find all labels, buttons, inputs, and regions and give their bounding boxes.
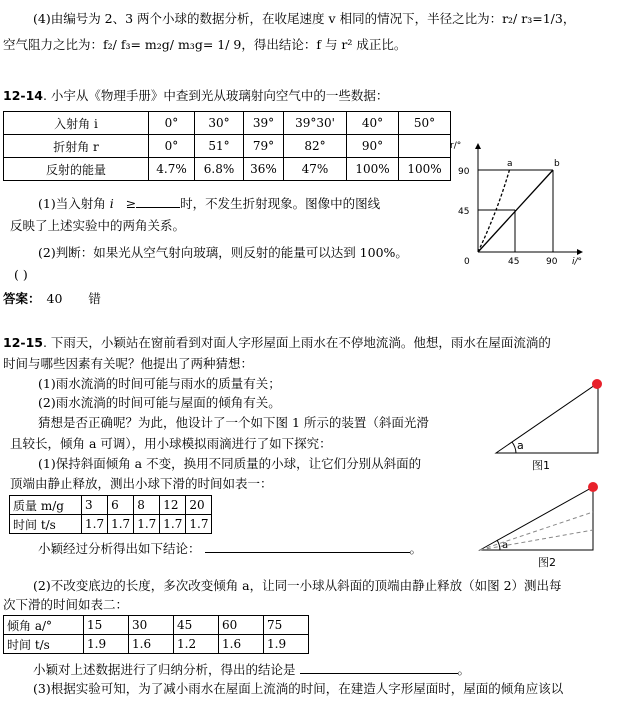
data-table-2: [3, 615, 309, 654]
table-cell: 1.6: [129, 635, 174, 654]
answer-blank[interactable]: [300, 660, 458, 674]
paragraph-line: 猜想是否正确呢？为此，他设计了一个如下图 1 所示的装置（斜面光滑: [38, 415, 429, 430]
table-cell: 47%: [284, 158, 347, 181]
table-cell: 1.7: [82, 515, 108, 534]
table-cell: 折射角 r: [4, 135, 149, 158]
question-text: . 小宇从《物理手册》中查到光从玻璃射向空气中的一些数据：: [42, 88, 389, 103]
x-axis-label: i/°: [572, 257, 583, 267]
y-axis-label: r/°: [450, 141, 462, 151]
table-cell: 0°: [149, 135, 195, 158]
table-cell: 45: [174, 616, 219, 635]
paragraph-line: 空气阻力之比为：f₂/ f₃= m₂g/ m₃g= 1/ 9，得出结论：f 与 r² 成正比。: [3, 37, 407, 52]
table-cell: 1.2: [174, 635, 219, 654]
table-cell: 1.7: [108, 515, 134, 534]
table-row: [4, 635, 309, 654]
angle-label: a: [517, 439, 524, 452]
table-row: [10, 515, 212, 534]
angle-label: a: [502, 540, 509, 551]
paragraph-line: 时间与哪些因素有关呢？他提出了两种猜想：: [3, 356, 254, 371]
table-cell: 8: [134, 496, 160, 515]
table-cell: 50°: [399, 112, 451, 135]
table-cell: 75: [264, 616, 309, 635]
figure-2-incline: [475, 478, 615, 573]
table-cell: 36%: [244, 158, 284, 181]
data-table-1: [9, 495, 212, 534]
table-cell: 3: [82, 496, 108, 515]
table-cell: 1.6: [219, 635, 264, 654]
refraction-graph: [450, 140, 590, 275]
answer-blank[interactable]: [205, 539, 410, 553]
tick-label: 90: [458, 167, 470, 177]
table-cell: 时间 t/s: [10, 515, 82, 534]
table-cell: 79°: [244, 135, 284, 158]
paragraph-line: 顶端由静止释放，测出小球下滑的时间如表一：: [10, 476, 273, 491]
paragraph-line: (1)保持斜面倾角 a 不变，换用不同质量的小球，让它们分别从斜面的: [38, 456, 422, 471]
table-cell: 15: [84, 616, 129, 635]
question-stem: 12-15. 下雨天，小颖站在窗前看到对面人字形屋面上雨水在不停地流淌。他想，雨水在屋面流淌的: [3, 335, 551, 350]
question-stem: [3, 88, 388, 104]
data-table: [3, 111, 451, 181]
table-cell: 30: [129, 616, 174, 635]
incline-triangle: [496, 383, 598, 453]
table-cell: 100%: [399, 158, 451, 181]
sub-question: (1)当入射角 i ≥ 时，不发生折射现象。图像中的图线: [38, 196, 381, 211]
curve-label-b: b: [554, 159, 560, 169]
paragraph-line: (3)根据实验可知，为了减小雨水在屋面上流淌的时间，在建造人字形屋面时，屋面的倾角应该以: [33, 681, 564, 696]
conclusion-line: 小颖对上述数据进行了归纳分析，得出的结论是 。: [33, 662, 471, 677]
table-cell: 90°: [347, 135, 399, 158]
table-cell: [399, 135, 451, 158]
figure-caption: 图1: [532, 459, 550, 472]
sub-question-cont: 反映了上述实验中的两角关系。: [10, 218, 186, 233]
figure-1-incline: [490, 375, 615, 475]
question-number: 12-14: [3, 88, 43, 103]
table-cell: 1.9: [84, 635, 129, 654]
table-cell: 1.7: [134, 515, 160, 534]
ball: [588, 482, 598, 492]
ball: [592, 379, 602, 389]
table-cell: 4.7%: [149, 158, 195, 181]
conclusion-line: 小颖经过分析得出如下结论： 。: [38, 541, 423, 556]
curve-label-a: a: [507, 159, 513, 169]
table-cell: 1.9: [264, 635, 309, 654]
paragraph-line: (4)由编号为 2、3 两个小球的数据分析，在收尾速度 v 相同的情况下，半径之比为：r₂/ r₃=1/3，: [33, 11, 576, 26]
table-cell: 20: [186, 496, 212, 515]
angle-arc: [512, 442, 516, 453]
answer-line: 答案： 40 错: [3, 291, 101, 306]
table-cell: 质量 m/g: [10, 496, 82, 515]
table-cell: 39°: [244, 112, 284, 135]
table-row: [4, 112, 451, 135]
hypothesis: (1)雨水流淌的时间可能与雨水的质量有关；: [38, 376, 281, 391]
table-cell: 60: [219, 616, 264, 635]
table-cell: 82°: [284, 135, 347, 158]
table-cell: 时间 t/s: [4, 635, 84, 654]
tick-label: 45: [458, 207, 470, 217]
question-number: 12-15: [3, 335, 43, 350]
dashed-incline: [480, 512, 593, 550]
table-cell: 入射角 i: [4, 112, 149, 135]
table-row: [4, 158, 451, 181]
figure-caption: 图2: [538, 556, 556, 569]
table-row: [4, 135, 451, 158]
table-row: [4, 616, 309, 635]
table-cell: 6.8%: [195, 158, 244, 181]
answer-paren[interactable]: ( ): [14, 267, 28, 282]
table-cell: 反射的能量: [4, 158, 149, 181]
table-cell: 1.7: [160, 515, 186, 534]
table-cell: 倾角 a/°: [4, 616, 84, 635]
table-cell: 1.7: [186, 515, 212, 534]
table-cell: 0°: [149, 112, 195, 135]
table-cell: 30°: [195, 112, 244, 135]
table-cell: 40°: [347, 112, 399, 135]
paragraph-line: 且较长，倾角 a 可调），用小球模拟雨滴进行了如下探究：: [10, 436, 332, 451]
table-cell: 39°30': [284, 112, 347, 135]
paragraph-line: (2)不改变底边的长度，多次改变倾角 a，让同一小球从斜面的顶端由静止释放（如图 2）测出每: [33, 578, 562, 593]
table-cell: 100%: [347, 158, 399, 181]
sub-question: (2)判断：如果光从空气射向玻璃，则反射的能量可以达到 100%。: [38, 245, 408, 260]
table-cell: 12: [160, 496, 186, 515]
tick-label: 90: [546, 257, 558, 267]
hypothesis: (2)雨水流淌的时间可能与屋面的倾角有关。: [38, 395, 281, 410]
table-row: [10, 496, 212, 515]
tick-label: 0: [464, 257, 470, 267]
tick-label: 45: [508, 257, 520, 267]
table-cell: 51°: [195, 135, 244, 158]
table-cell: 6: [108, 496, 134, 515]
angle-arc: [497, 540, 500, 550]
answer-blank[interactable]: [136, 194, 180, 208]
paragraph-line: 次下滑的时间如表二：: [3, 597, 129, 612]
